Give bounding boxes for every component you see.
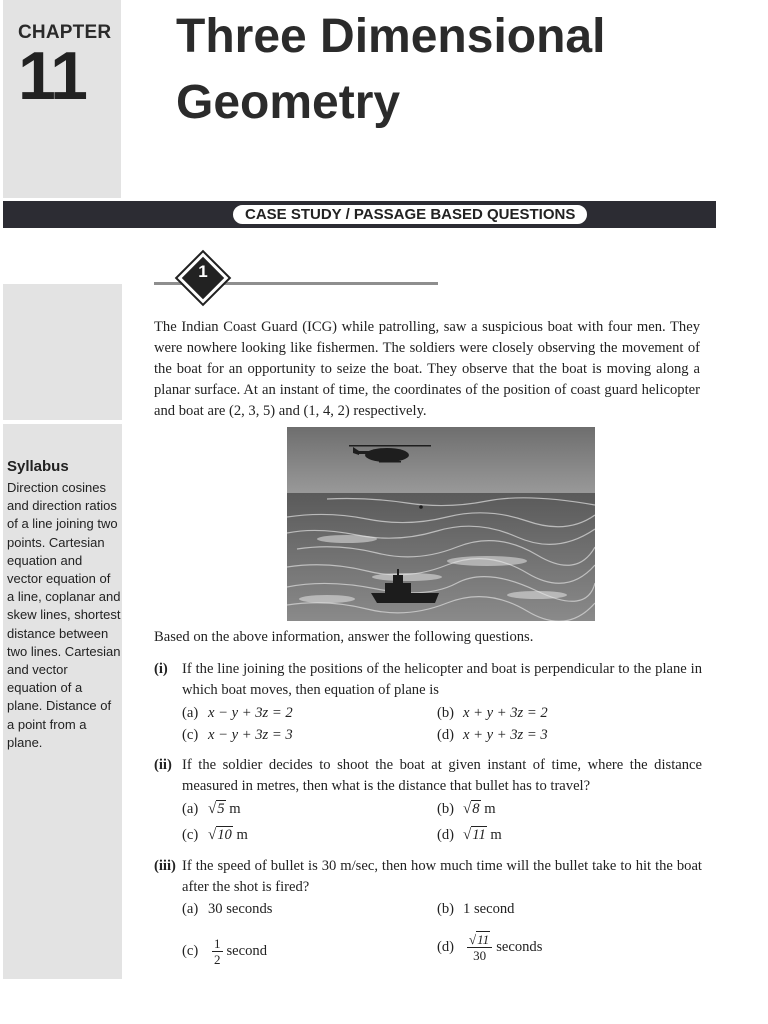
option-1a[interactable]: (a) x − y + 3z = 2	[182, 705, 293, 721]
question-1-text: If the line joining the positions of the helicopter and boat is perpendicular to the plane in which boat moves, then equation of plane is	[182, 661, 702, 698]
option-2c[interactable]: (c) √10 m	[182, 827, 248, 843]
question-2	[154, 755, 702, 797]
fraction: $\frac{√11}{30}$	[467, 932, 492, 963]
option-1b[interactable]: (b) x + y + 3z = 2	[437, 705, 548, 721]
chapter-label: CHAPTER	[18, 22, 112, 43]
option-2b[interactable]: (b) √8 m	[437, 801, 496, 817]
question-1-label: (i)	[154, 661, 168, 677]
question-2-label: (ii)	[154, 757, 172, 773]
syllabus-title: Syllabus	[7, 458, 69, 475]
chapter-number: 11	[18, 38, 86, 114]
question-1	[154, 659, 702, 701]
chapter-title	[176, 4, 736, 136]
question-2-text: If the soldier decides to shoot the boat at given instant of time, where the distance measured in metres, then what is the distance that bullet has to travel?	[182, 757, 702, 794]
questions-intro: Based on the above information, answer the following questions.	[154, 629, 534, 645]
option-1d[interactable]: (d) x + y + 3z = 3	[437, 727, 548, 743]
question-number: 1	[198, 262, 208, 281]
option-1c[interactable]: (c) x − y + 3z = 3	[182, 727, 293, 743]
question-3-text: If the speed of bullet is 30 m/sec, then how much time will the bullet take to hit the boat after the shot is fired?	[182, 858, 702, 895]
sqrt-symbol: √5	[208, 801, 225, 817]
chapter-title-line2: Geometry	[176, 76, 401, 129]
question-3	[154, 856, 702, 898]
section-banner-label: CASE STUDY / PASSAGE BASED QUESTIONS	[231, 203, 589, 226]
sqrt-symbol: √10	[208, 827, 232, 843]
fraction: $\frac{1}{2}$	[214, 936, 221, 967]
sqrt-symbol: √8	[463, 801, 480, 817]
question-3-label: (iii)	[154, 858, 176, 874]
option-3b[interactable]: (b) 1 second	[437, 901, 515, 917]
option-2d[interactable]: (d) √11 m	[437, 827, 502, 843]
sidebar-top-panel	[3, 284, 122, 420]
option-3a[interactable]: (a) 30 seconds	[182, 901, 273, 917]
case-study-passage: The Indian Coast Guard (ICG) while patrolling, saw a suspicious boat with four men. They were nowhere looking like fishermen. The soldiers were closely observing the movement of the boat for an opportunity to seize the boat. They observe that the boat is moving along a planar surface. At an instant of time, the coordinates of the position of coast guard helicopter and boat are (2, 3, 5) and (1, 4, 2) respectively.	[154, 319, 700, 419]
option-2a[interactable]: (a) √5 m	[182, 801, 241, 817]
syllabus-text: Direction cosines and direction ratios of a line joining two points. Cartesian equation and vector equation of a line, coplanar and skew lines, shortest distance between two lines. Cartesian and vector equation of a plane. Distance of a point from a plane.	[7, 480, 121, 750]
helicopter-boat-photo	[287, 427, 595, 621]
option-3d[interactable]: (d) $\frac{√11}{30}$ seconds	[437, 932, 543, 963]
chapter-title-line1: Three Dimensional	[176, 10, 606, 63]
sqrt-symbol: √11	[463, 827, 486, 843]
option-3c[interactable]: (c) $\frac{1}{2}$ second	[182, 936, 268, 967]
